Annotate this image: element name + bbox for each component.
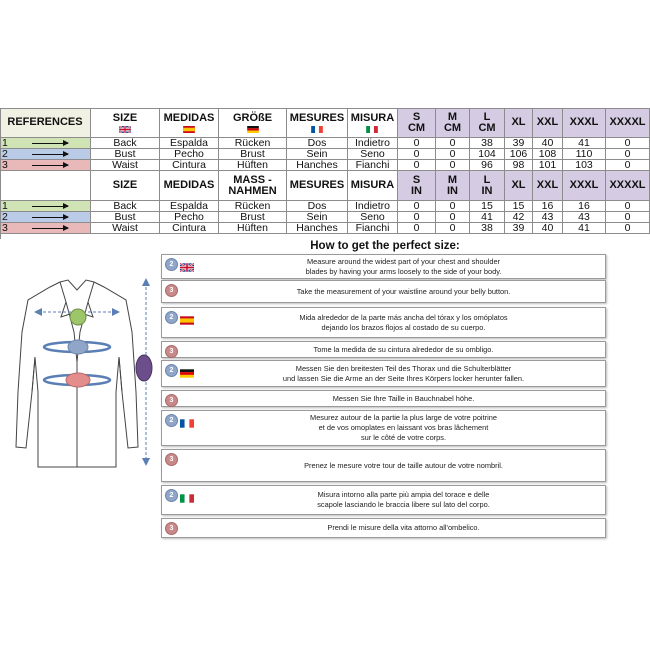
spain-flag-icon <box>183 126 195 133</box>
size-column-header <box>436 108 470 138</box>
size-column-header <box>398 171 436 201</box>
jacket-diagram <box>8 262 158 482</box>
size-label: S <box>412 173 421 186</box>
size-unit: IN <box>481 184 493 197</box>
size-value-cell <box>505 201 533 212</box>
medidas-header-cell <box>160 108 219 138</box>
size-value-cell <box>606 201 650 212</box>
instruction-line: Messen Sie den breitesten Teil des Thorax und die Schulterblätter <box>295 363 512 373</box>
uk-flag-icon <box>180 263 194 272</box>
grosse-header-cell <box>219 108 287 138</box>
size-value: 0 <box>413 149 420 160</box>
measurement-name: Hüften <box>237 223 268 234</box>
back-arrow-right-icon <box>112 308 120 316</box>
size-value-cell <box>436 212 470 223</box>
length-arrow-top-icon <box>142 278 150 286</box>
measurement-name: Waist <box>112 223 138 234</box>
size-value: 103 <box>575 160 593 171</box>
size-value-cell <box>563 160 606 171</box>
size-value: 38 <box>481 223 493 234</box>
measurement-name-cell <box>160 149 219 160</box>
length-arrow-bottom-icon <box>142 458 150 466</box>
measurement-name-cell <box>160 160 219 171</box>
measurement-name-cell <box>160 212 219 223</box>
measurement-name: Cintura <box>172 223 206 234</box>
mesures-header: MESURES <box>289 112 345 124</box>
reference-badge: 3 <box>165 394 178 407</box>
size-column-header <box>505 171 533 201</box>
size-value-cell <box>563 212 606 223</box>
measurement-name-cell <box>219 138 287 149</box>
size-value: 43 <box>541 212 554 223</box>
misura-header: MISURA <box>350 112 395 124</box>
instruction-line: scapole lasciando le braccia libere sul lato del corpo. <box>317 500 490 509</box>
measurement-name: Bust <box>114 149 136 160</box>
size-value-cell <box>533 160 563 171</box>
reference-cell <box>0 212 91 223</box>
france-flag-icon <box>180 419 194 428</box>
size-label: XXXXL <box>609 116 646 128</box>
measurement-name: Fianchi <box>355 223 390 234</box>
reference-badge: 3 <box>165 453 178 466</box>
size-label: XXXXL <box>609 179 646 191</box>
reference-badge: 2 <box>165 311 178 324</box>
chest-marker <box>68 340 88 354</box>
size-value-cell <box>470 138 505 149</box>
size-value: 43 <box>578 212 590 223</box>
size-value: 98 <box>512 160 525 171</box>
size-header-cell <box>91 108 160 138</box>
mass-header-line1: MASS - <box>233 173 272 186</box>
size-value: 0 <box>449 149 456 160</box>
size-column-header <box>505 108 533 138</box>
measurement-name-cell <box>348 138 398 149</box>
size-label: M <box>447 110 458 123</box>
size-value: 15 <box>512 201 525 212</box>
reference-number: 2 <box>2 212 8 223</box>
instruction-line: Messen Sie Ihre Taille in Bauchnabel höhe. <box>332 393 475 403</box>
germany-flag-icon <box>247 126 259 133</box>
measurement-name: Cintura <box>172 160 206 171</box>
size-value-cell <box>563 223 606 234</box>
size-value: 0 <box>413 160 420 171</box>
size-value: 0 <box>449 138 456 149</box>
size-value: 101 <box>538 160 557 171</box>
size-value-cell <box>563 138 606 149</box>
arrow-right-icon <box>32 206 68 207</box>
size-value: 39 <box>512 223 525 234</box>
size-column-header <box>606 171 650 201</box>
measurement-name-cell <box>91 212 160 223</box>
size-value-cell <box>505 223 533 234</box>
size-column-header <box>533 171 563 201</box>
measurement-name-cell <box>287 149 348 160</box>
size-value-cell <box>505 160 533 171</box>
medidas-header: MEDIDAS <box>163 112 215 124</box>
measurement-name-cell <box>91 201 160 212</box>
measurement-name: Espalda <box>170 138 208 149</box>
size-value-cell <box>563 149 606 160</box>
measurement-name-cell <box>91 223 160 234</box>
size-value-cell <box>398 149 436 160</box>
size-unit: IN <box>447 184 458 197</box>
size-label: XXXL <box>569 179 599 191</box>
reference-number: 2 <box>2 149 8 160</box>
size-header: SIZE <box>112 179 138 191</box>
arrow-right-icon <box>32 154 68 155</box>
size-value: 38 <box>481 138 493 149</box>
size-label: XL <box>511 116 526 128</box>
size-unit: CM <box>478 121 496 134</box>
mass-header-line2: NAHMEN <box>228 184 277 197</box>
size-value-cell <box>505 212 533 223</box>
size-value-cell <box>533 149 563 160</box>
instruction-line: Prenez le mesure votre tour de taille autour de votre nombril. <box>304 460 503 470</box>
size-value-cell <box>398 212 436 223</box>
reference-cell <box>0 138 91 149</box>
medidas-header-cell <box>160 171 219 201</box>
measurement-name-cell <box>219 160 287 171</box>
size-value: 0 <box>624 160 631 171</box>
size-value: 96 <box>481 160 493 171</box>
size-value-cell <box>533 223 563 234</box>
references-header-cell <box>0 108 91 138</box>
size-value: 15 <box>481 201 493 212</box>
size-value: 0 <box>624 149 631 160</box>
measurement-name-cell <box>91 138 160 149</box>
instruction-box <box>161 254 606 279</box>
measurement-name: Fianchi <box>355 160 390 171</box>
shoulder-marker <box>70 309 86 325</box>
instruction-line: Mida alrededor de la parte más ancha del tórax y los omóplatos <box>299 312 508 322</box>
size-value-cell <box>398 201 436 212</box>
size-label: M <box>447 173 458 186</box>
measurement-name: Hanches <box>296 160 338 171</box>
size-value-cell <box>606 160 650 171</box>
measurement-name: Rücken <box>234 138 271 149</box>
size-unit: CM <box>407 121 426 134</box>
size-column-header <box>533 108 563 138</box>
mesures-header-cell <box>287 108 348 138</box>
size-label: L <box>483 110 491 123</box>
size-value: 40 <box>541 138 554 149</box>
size-column-header <box>470 108 505 138</box>
measurement-name: Sein <box>306 149 328 160</box>
size-value-cell <box>470 212 505 223</box>
reference-number: 1 <box>2 201 8 212</box>
size-value: 0 <box>449 160 456 171</box>
size-value-cell <box>505 149 533 160</box>
size-value: 0 <box>624 138 631 149</box>
measurement-name-cell <box>348 201 398 212</box>
measurement-name-cell <box>91 160 160 171</box>
size-label: XXL <box>536 179 559 191</box>
size-unit: IN <box>411 184 422 197</box>
measurement-name-cell <box>160 201 219 212</box>
size-value-cell <box>533 201 563 212</box>
instruction-box <box>161 518 606 538</box>
reference-cell <box>0 149 91 160</box>
measurement-name: Rücken <box>234 201 271 212</box>
reference-number: 3 <box>2 160 8 171</box>
size-column-header <box>436 171 470 201</box>
size-unit: CM <box>443 121 462 134</box>
arrow-right-icon <box>32 228 68 229</box>
arrow-right-icon <box>32 143 68 144</box>
mesures-header-cell <box>287 171 348 201</box>
references-header: REFERENCES <box>7 116 83 128</box>
measurement-name-cell <box>348 212 398 223</box>
size-value: 106 <box>509 149 528 160</box>
size-value: 41 <box>578 138 590 149</box>
size-label: XXXL <box>569 116 599 128</box>
size-value-cell <box>470 149 505 160</box>
size-value-cell <box>606 149 650 160</box>
size-value: 41 <box>481 212 493 223</box>
guide-title: How to get the perfect size: <box>310 240 460 252</box>
size-value: 0 <box>449 223 456 234</box>
size-value: 0 <box>449 212 456 223</box>
measurement-name: Back <box>113 201 137 212</box>
measurement-name-cell <box>91 149 160 160</box>
arrow-right-icon <box>32 217 68 218</box>
measurement-name-cell <box>287 138 348 149</box>
size-value-cell <box>470 223 505 234</box>
size-value-cell <box>398 160 436 171</box>
waist-marker <box>66 373 90 387</box>
reference-badge: 3 <box>165 522 178 535</box>
length-marker <box>136 355 152 381</box>
grosse-header: GRÖßE <box>232 112 273 124</box>
measurement-name-cell <box>348 149 398 160</box>
measurement-name-cell <box>219 212 287 223</box>
size-label: XXL <box>536 116 559 128</box>
medidas-header: MEDIDAS <box>163 179 215 191</box>
measurement-name: Back <box>113 138 137 149</box>
size-value: 39 <box>512 138 525 149</box>
instruction-line: und lassen Sie die Arme an der Seite Ihres Körpers locker herunter fallen. <box>282 373 525 383</box>
reference-badge: 2 <box>165 364 178 377</box>
instruction-line: sur le côté de votre corps. <box>360 433 447 442</box>
measurement-name-cell <box>219 223 287 234</box>
measurement-name-cell <box>287 223 348 234</box>
size-label: S <box>412 110 421 123</box>
measurement-name-cell <box>348 223 398 234</box>
size-value-cell <box>436 138 470 149</box>
instruction-line: Mesurez autour de la partie la plus large de votre poitrine <box>310 413 497 422</box>
size-value: 0 <box>413 138 420 149</box>
size-value-cell <box>533 138 563 149</box>
size-header: SIZE <box>112 112 138 124</box>
measurement-name-cell <box>219 149 287 160</box>
size-header-cell <box>91 171 160 201</box>
instruction-line: Measure around the widest part of your chest and shoulder <box>306 256 501 266</box>
measurement-name-cell <box>348 160 398 171</box>
instruction-box <box>161 360 606 387</box>
measurement-name: Espalda <box>170 201 208 212</box>
size-value: 0 <box>413 201 420 212</box>
size-value-cell <box>470 160 505 171</box>
measurement-name: Pecho <box>174 149 204 160</box>
back-arrow-left-icon <box>34 308 42 316</box>
reference-badge: 3 <box>165 284 178 297</box>
measurement-name: Sein <box>306 212 328 223</box>
measurement-name-cell <box>287 212 348 223</box>
instruction-line: blades by having your arms loosely to the side of your body. <box>305 266 502 276</box>
uk-flag-icon <box>119 126 131 133</box>
misura-header-cell <box>348 171 398 201</box>
reference-badge: 2 <box>165 258 178 271</box>
measurement-name: Brust <box>240 149 265 160</box>
size-value: 16 <box>578 201 590 212</box>
italy-flag-icon <box>180 494 194 503</box>
size-value-cell <box>436 149 470 160</box>
size-column-header <box>563 108 606 138</box>
size-column-header <box>398 108 436 138</box>
size-value-cell <box>563 201 606 212</box>
size-value: 108 <box>538 149 557 160</box>
measurement-name: Bust <box>114 212 136 223</box>
measurement-name: Indietro <box>354 201 391 212</box>
misura-header-cell <box>348 108 398 138</box>
size-value: 104 <box>478 149 496 160</box>
size-value: 41 <box>578 223 590 234</box>
reference-number: 1 <box>2 138 8 149</box>
measurement-name: Pecho <box>174 212 204 223</box>
size-value-cell <box>606 212 650 223</box>
instruction-line: Misura intorno alla parte più ampia del torace e delle <box>317 490 490 499</box>
size-value: 0 <box>413 212 420 223</box>
measurement-name-cell <box>287 160 348 171</box>
measurement-name-cell <box>160 223 219 234</box>
size-value: 110 <box>575 149 593 160</box>
italy-flag-icon <box>366 126 378 133</box>
size-value-cell <box>398 138 436 149</box>
mass-header-cell <box>219 171 287 201</box>
instruction-line: Prendi le misure della vita attorno all'ombelico. <box>327 523 480 532</box>
instruction-line: et de vos omoplates en laissant vos bras lâchement <box>318 423 489 432</box>
spain-flag-icon <box>180 316 194 325</box>
instruction-box <box>161 307 606 338</box>
reference-number: 3 <box>2 223 8 234</box>
instruction-box <box>161 449 606 482</box>
mesures-header: MESURES <box>289 179 345 191</box>
size-label: XL <box>511 179 526 191</box>
size-value: 16 <box>541 201 554 212</box>
reference-cell <box>0 201 91 212</box>
instruction-box <box>161 280 606 303</box>
size-value-cell <box>505 138 533 149</box>
measurement-name-cell <box>160 138 219 149</box>
instruction-box <box>161 410 606 446</box>
measurement-name-cell <box>219 201 287 212</box>
reference-badge: 3 <box>165 345 178 358</box>
misura-header: MISURA <box>350 179 395 191</box>
measurement-name: Seno <box>360 212 385 223</box>
instruction-line: Take the measurement of your waistline around your belly button. <box>296 286 511 296</box>
size-value: 0 <box>624 201 631 212</box>
size-value-cell <box>436 160 470 171</box>
size-value-cell <box>533 212 563 223</box>
size-value: 0 <box>413 223 420 234</box>
reference-badge: 2 <box>165 414 178 427</box>
measurement-name: Dos <box>307 138 327 149</box>
size-value: 0 <box>624 212 631 223</box>
germany-flag-icon <box>180 369 194 378</box>
measurement-name: Indietro <box>354 138 391 149</box>
measurement-name: Hanches <box>296 223 338 234</box>
size-label: L <box>483 173 491 186</box>
measurement-name: Brust <box>240 212 265 223</box>
instruction-box <box>161 341 606 358</box>
reference-badge: 2 <box>165 489 178 502</box>
size-value: 0 <box>449 201 456 212</box>
size-column-header <box>470 171 505 201</box>
size-value: 40 <box>541 223 554 234</box>
size-value: 42 <box>512 212 525 223</box>
size-value: 0 <box>624 223 631 234</box>
measurement-name: Hüften <box>237 160 268 171</box>
instruction-line: Tome la medida de su cintura alrededor de su ombligo. <box>313 344 494 354</box>
reference-cell <box>0 160 91 171</box>
size-value-cell <box>606 223 650 234</box>
france-flag-icon <box>311 126 323 133</box>
size-column-header <box>563 171 606 201</box>
size-value-cell <box>436 223 470 234</box>
size-value-cell <box>606 138 650 149</box>
instruction-box <box>161 485 606 515</box>
instruction-line: dejando los brazos flojos al costado de su cuerpo. <box>321 322 486 332</box>
measurement-name: Waist <box>112 160 138 171</box>
size-value-cell <box>470 201 505 212</box>
size-column-header <box>606 108 650 138</box>
size-value-cell <box>398 223 436 234</box>
measurement-name: Dos <box>307 201 327 212</box>
instruction-box <box>161 390 606 407</box>
arrow-right-icon <box>32 165 68 166</box>
size-value-cell <box>436 201 470 212</box>
references-header-empty-cell <box>0 171 91 201</box>
reference-cell <box>0 223 91 234</box>
measurement-name-cell <box>287 201 348 212</box>
measurement-name: Seno <box>360 149 385 160</box>
